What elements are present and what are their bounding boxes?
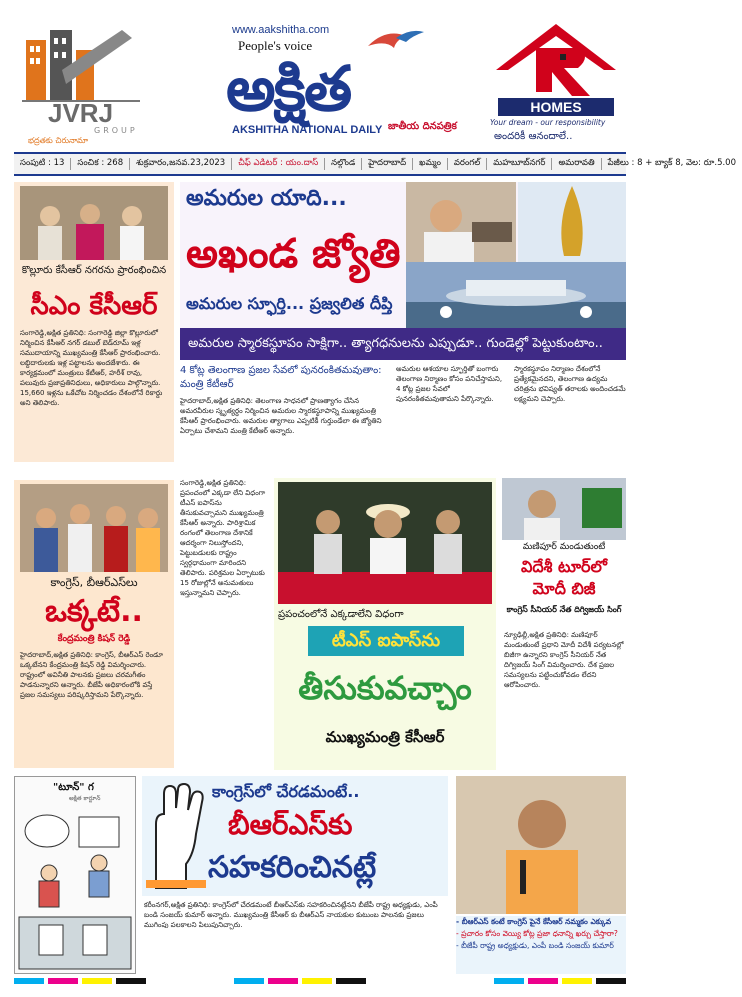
story-deck: ప్రపంచంలోనే ఎక్కడాలేని విధంగా <box>278 609 404 620</box>
story-headline: సీఎం కేసీఆర్ <box>30 291 158 321</box>
story-photo <box>20 186 168 260</box>
story-modi-busy[interactable] <box>502 478 626 770</box>
story-headline-1: టీఎస్ ఐపాస్‌ను <box>308 626 464 656</box>
newspaper-logo: అక్షిత <box>226 52 351 125</box>
story-band <box>180 328 626 360</box>
story-headline: ఒక్కటే.. <box>45 594 143 629</box>
story-congress-brs[interactable] <box>14 480 174 768</box>
memorial-building-photo <box>406 262 626 328</box>
story-points <box>456 916 626 974</box>
name-telugu: జాతీయ దినపత్రిక <box>388 121 457 132</box>
point-2: - ప్రచారం కోసం వెయ్యి కోట్ల ప్రజా ధనాన్ని ఖర్చు చేస్తారా? <box>456 929 618 938</box>
story-body: న్యూఢిల్లీ,అక్షిత ప్రతినిధి: మణిపూర్ మండుతుంటే ప్రధాని మోదీ విదేశీ పర్యటనల్లో బిజీగా ఉన్నారని కాంగ్రెస్ సీనియర్ నేత దిగ్విజయ్ సింగ్ విమర్శించారు. దేశ ప్రజల సమస్యలను పట్టించుకోవడం లేదని ఆరోపించారు. <box>504 631 624 689</box>
date-bar <box>14 152 736 176</box>
story-headline-2: తీసుకువచ్చాం <box>298 669 472 707</box>
chief-editor: చీఫ్ ఎడిటర్ : యం.దాస్ <box>232 158 325 170</box>
story-body: హైదరాబాద్,అక్షిత ప్రతినిధి: కాంగ్రెస్, బీఆర్ఎస్ రెండూ ఒక్కటేనని కేంద్రమంత్రి కిషన్ రెడ్డి విమర్శించారు. రాష్ట్రంలో అవినీతి పాలనకు ప్రజలు చరమగీతం పాడనున్నారని అన్నారు. బీజేపీ అధికారంలోకి వస్తే ప్రజల సమస్యలు పరిష్కరిస్తామని పేర్కొన్నారు. <box>20 651 164 699</box>
story-headline: విదేశీ టూర్‌లో మోదీ బిజీ <box>520 557 608 598</box>
issue-date: శుక్రవారం,జనవ.23,2023 <box>130 158 232 170</box>
congress-hand-icon <box>146 784 206 888</box>
r-homes-logo-icon <box>486 20 626 100</box>
name-english: AKSHITHA NATIONAL DAILY <box>232 124 383 136</box>
story-byline: కేంద్రమంత్రి కిషన్ రెడ్డి <box>57 634 131 644</box>
story-kicker: కాంగ్రెస్, బీఆర్ఎస్‌లు <box>50 576 138 589</box>
story-bandi-sanjay[interactable] <box>142 776 448 972</box>
edition-amaravati: అమరావతి <box>552 158 601 170</box>
edition-nalgonda: నల్గొండ <box>325 158 362 170</box>
edition-warangal: వరంగల్ <box>448 158 487 170</box>
ktr-photo <box>406 182 516 262</box>
story-body: కరీంనగర్,అక్షిత ప్రతినిధి: కాంగ్రెస్‌లో చేరడమంటే బీఆర్ఎస్‌కు సహకరించినట్లేనని బీజేపీ రాష్ట్ర అధ్యక్షుడు, ఎంపీ బండి సంజయ్ కుమార్ అన్నారు. ముఖ్యమంత్రి కేసీఆర్ కు బీఆర్ఎస్ నాయకుల కుటుంబ పాలనకు ప్రజలు ముగింపు పలకాలని పిలుపునిచ్చారు. <box>144 901 438 929</box>
cm-story-intro: సంగారెడ్డి,అక్షిత ప్రతినిధి: ప్రపంచంలో ఎక్కడా లేని విధంగా టీఎస్ ఐపాస్‌ను తీసుకువచ్చామని ముఖ్యమంత్రి కేసీఆర్ అన్నారు. పారిశ్రామిక రంగంలో తెలంగాణ దేశానికే ఆదర్శంగా నిలుస్తోందని, పెట్టుబడులకు రాష్ట్రం స్వర్గధామంగా మారిందని తెలిపారు. పరిశ్రమల ఏర్పాటుకు 15 రోజుల్లోనే అనుమతులు ఇస్తున్నామని చెప్పారు. <box>180 479 266 597</box>
story-kicker: కాంగ్రెస్‌లో చేరడమంటే.. <box>212 782 360 801</box>
cm-kcr-photo <box>278 482 492 604</box>
story-photo <box>20 484 168 572</box>
story-kicker: అమరుల యాది... <box>186 186 347 211</box>
cartoon-drawing-icon <box>19 807 131 969</box>
story-deck: 4 కోట్ల తెలంగాణ ప్రజల సేవలో పునరంకితమవుతాం: మంత్రి కేటీఆర్ <box>180 365 382 390</box>
point-3: - బీజేపీ రాష్ట్ర అధ్యక్షుడు, ఎంపీ బండి సంజయ్ కుమార్ <box>456 941 614 950</box>
band-text: అమరుల స్మారకస్థూపం సాక్షిగా.. త్యాగధనులను ఎప్పుడూ.. గుండెల్లో పెట్టుకుంటాం.. <box>188 336 603 351</box>
jvrj-brand: JVRJ <box>48 98 114 128</box>
r-homes-slogan-te: అందరికీ ఆనందాలే.. <box>494 131 573 142</box>
story-body-col1: హైదరాబాద్,అక్షిత ప్రతినిధి: తెలంగాణ సాధనలో ప్రాణత్యాగం చేసిన అమరవీరుల స్మృత్యర్థం నిర్మించిన అమరుల స్మారకస్థూపాన్ని ముఖ్యమంత్రి కేసీఆర్ ప్రారంభించారు. అమరుల త్యాగాలు ఎప్పటికీ గుర్తుండేలా ఈ జ్యోతిని ఏర్పాటు చేశామని మంత్రి కేటీఆర్ అన్నారు. <box>180 397 382 435</box>
bird-icon <box>366 26 426 52</box>
story-body: సంగారెడ్డి,అక్షిత ప్రతినిధి: సంగారెడ్డి జిల్లా కొల్లూరులో నిర్మించిన కేసీఆర్ నగర్ డబుల్ బెడ్‌రూమ్ ఇళ్ల సముదాయాన్ని ముఖ్యమంత్రి కేసీఆర్ ప్రారంభించారు. లబ్దిదారులకు ఇళ్ల పట్టాలను అందజేశారు. ఈ కార్యక్రమంలో మంత్రులు కేటీఆర్, హరీశ్ రావు, పలువురు ప్రజాప్రతినిధులు, అధికారులు పాల్గొన్నారు. 15,660 ఇళ్లను ఒకేచోట నిర్మించడం దేశంలోనే రికార్డు అని తెలిపారు. <box>20 329 163 407</box>
story-headline: అఖండ జ్యోతి <box>186 231 401 277</box>
point-1: - బీఆర్ఎస్ కంటే కాంగ్రెస్ పైనే కేసీఆర్ నమ్మకం ఎక్కువ <box>456 917 612 926</box>
jvrj-sub: GROUP <box>94 126 138 135</box>
story-kcr-nagar[interactable] <box>14 182 174 462</box>
registration-bar <box>14 976 626 986</box>
edition-hyderabad: హైదరాబాద్ <box>362 158 413 170</box>
jvrj-group-ad[interactable] <box>22 30 140 148</box>
r-homes-ad[interactable] <box>486 20 626 146</box>
memorial-lamp-photo <box>518 182 626 262</box>
story-headline-1: బీఆర్ఎస్‌కు <box>228 808 353 841</box>
edition-khammam: ఖమ్మం <box>413 158 448 170</box>
site-url[interactable]: www.aakshitha.com <box>232 24 330 36</box>
story-body-col2: అమరుల ఆశయాల స్ఫూర్తితో బంగారు తెలంగాణ నిర్మాణం కోసం పనిచేస్తామని, 4 కోట్ల ప్రజల సేవలో పునరంకితమవుతామని పేర్కొన్నారు. <box>396 365 503 403</box>
tagline: People's voice <box>238 38 313 53</box>
edition-mahabubnagar: మహబూబ్‌నగర్ <box>487 158 552 170</box>
r-homes-brand: HOMES <box>498 98 614 116</box>
cartoon-title: "టూన్" గ <box>53 782 94 793</box>
issue-number: సంచిక : 268 <box>71 158 130 170</box>
digvijay-photo <box>502 478 626 540</box>
volume-number: సంపుటి : 13 <box>14 158 71 170</box>
bandi-sanjay-photo <box>456 776 626 914</box>
story-subhead: అమరుల స్ఫూర్తి... ప్రజ్వలిత దీప్తి <box>186 294 393 313</box>
cartoon-credit: అక్షిత కార్టూన్ <box>69 795 101 802</box>
story-kicker: మణిపూర్ మండుతుంటే <box>522 542 606 552</box>
price-info: పేజీలు : 8 + బ్యాక్ 8, వెల: రూ.5.00 <box>607 158 736 168</box>
cartoon-box[interactable] <box>14 776 136 974</box>
story-byline: కాంగ్రెస్ సీనియర్ నేత దిగ్విజయ్ సింగ్ <box>506 605 622 614</box>
r-homes-slogan-en: Your dream - our responsibility <box>490 118 606 127</box>
story-kicker: కొల్లూరు కేసీఆర్ నగరను ప్రారంభించిన <box>21 265 167 276</box>
story-ts-ipass[interactable] <box>274 478 496 770</box>
story-headline-2: సహకరించినట్లే <box>208 850 377 885</box>
story-body-col3: స్మారకస్థూపం నిర్మాణం దేశంలోనే ప్రత్యేకమైనదని, తెలంగాణ ఉద్యమ చరిత్రను భవిష్యత్ తరాలకు అందించడమే లక్ష్యమని చెప్పారు. <box>514 365 626 403</box>
story-byline: ముఖ్యమంత్రి కేసీఆర్ <box>325 728 445 746</box>
jvrj-slogan: భద్రతకు చిరునామా <box>28 136 89 145</box>
